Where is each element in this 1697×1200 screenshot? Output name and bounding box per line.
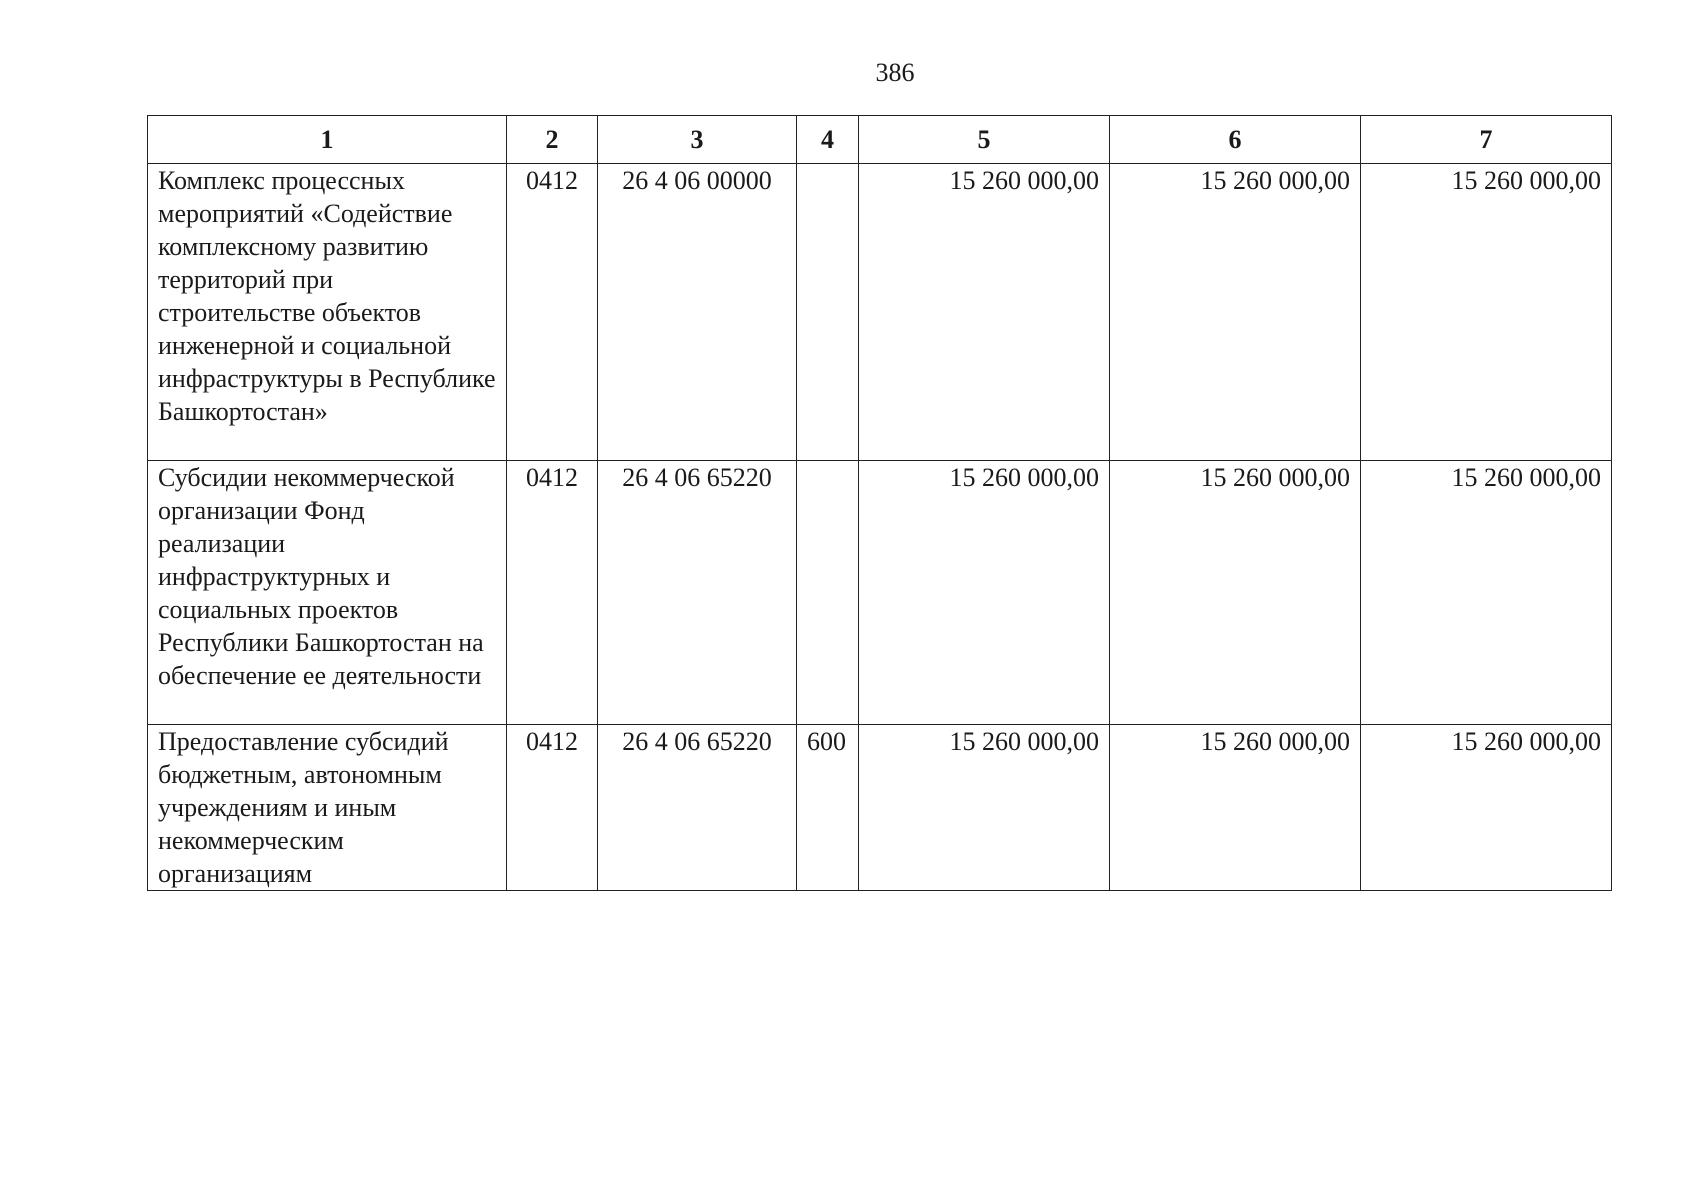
target-article-cell: 26 4 06 65220 (598, 725, 797, 891)
row-name-cell: Предоставление субсидий бюджетным, автономным учреждениям и иным некоммерческим организациям (148, 725, 507, 891)
amount-cell-7: 15 260 000,00 (1361, 725, 1612, 891)
table-row (148, 461, 1612, 725)
table-row (148, 164, 1612, 461)
row-name-cell: Субсидии некоммерческой организации Фонд реализации инфраструктурных и социальных проектов Республики Башкортостан на обеспечение ее деятельности (148, 461, 507, 725)
amount-cell-6: 15 260 000,00 (1110, 725, 1361, 891)
table-row (148, 725, 1612, 891)
section-code-cell: 0412 (507, 461, 598, 725)
column-header-4: 4 (797, 116, 859, 164)
amount-cell-6: 15 260 000,00 (1110, 461, 1361, 725)
expense-type-cell (797, 164, 859, 461)
amount-cell-7: 15 260 000,00 (1361, 461, 1612, 725)
row-name-cell: Комплекс процессных мероприятий «Содействие комплексному развитию территорий при строительстве объектов инженерной и социальной инфраструктуры в Республике Башкортостан» (148, 164, 507, 461)
expense-type-cell (797, 461, 859, 725)
budget-table (147, 115, 1612, 891)
column-header-1: 1 (148, 116, 507, 164)
header-row (148, 116, 1612, 164)
column-header-7: 7 (1361, 116, 1612, 164)
amount-cell-6: 15 260 000,00 (1110, 164, 1361, 461)
target-article-cell: 26 4 06 00000 (598, 164, 797, 461)
target-article-cell: 26 4 06 65220 (598, 461, 797, 725)
page-number: 386 (875, 58, 915, 87)
amount-cell-5: 15 260 000,00 (859, 461, 1110, 725)
amount-cell-7: 15 260 000,00 (1361, 164, 1612, 461)
column-header-3: 3 (598, 116, 797, 164)
section-code-cell: 0412 (507, 164, 598, 461)
amount-cell-5: 15 260 000,00 (859, 164, 1110, 461)
expense-type-cell: 600 (797, 725, 859, 891)
column-header-2: 2 (507, 116, 598, 164)
column-header-6: 6 (1110, 116, 1361, 164)
section-code-cell: 0412 (507, 725, 598, 891)
column-header-5: 5 (859, 116, 1110, 164)
amount-cell-5: 15 260 000,00 (859, 725, 1110, 891)
